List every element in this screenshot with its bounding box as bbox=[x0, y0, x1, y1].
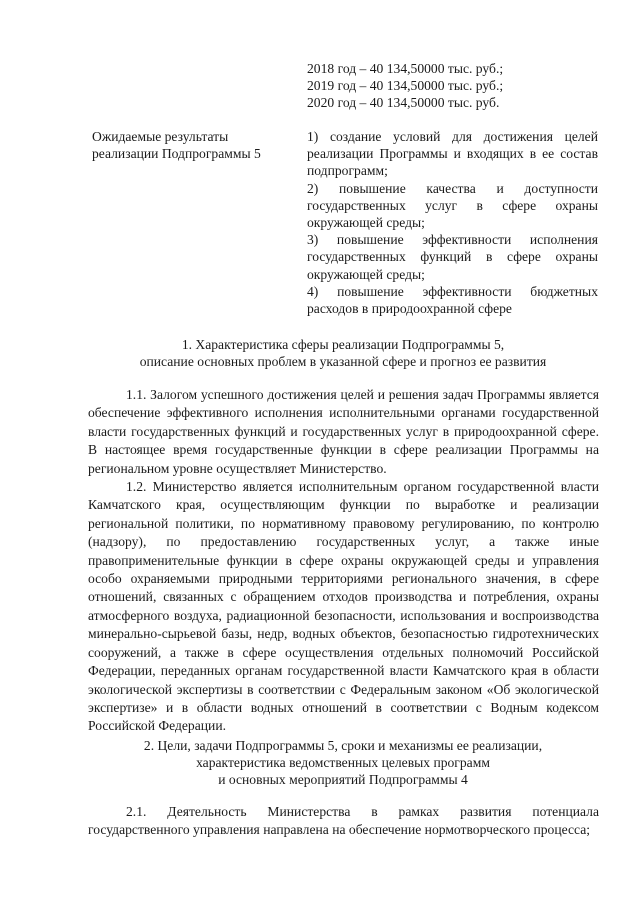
section-2-body bbox=[88, 803, 599, 840]
paragraph-1-2: 1.2. Министерство является исполнительным органом государственной власти Камчатского края, осуществляющим функции по выработке и реализации региональной политики, по нормативному правовому регулированию, по контролю (надзору), по предоставлению государственных услуг, а также иные правоприменительные функции в сфере охраны окружающей среды и управления особо охраняемыми природными территориями регионального значения, в сфере отношений, связанных с обращением отходов производства и потребления, охраны атмосферного воздуха, радиационной безопасности, использования и воспроизводства минерально-сырьевой базы, недр, водных объектов, безопасностью гидротехнических сооружений, а также в сфере осуществления отдельных полномочий Российской Федерации, переданных органам государственной власти Камчатского края в области экологической экспертизы в соответствии с Федеральным законом «Об экологической экспертизе» и в области водных отношений в соответствии с Водным кодексом Российской Федерации. bbox=[88, 479, 599, 734]
expected-result-item-3: 3) повышение эффективности исполнения государственных функций в сфере охраны окружающей среды; bbox=[307, 232, 598, 282]
section-1-heading-line-1: 1. Характеристика сферы реализации Подпрограммы 5, bbox=[181, 337, 505, 352]
expected-results-label: Ожидаемые результаты реализации Подпрограммы 5 bbox=[92, 129, 261, 161]
funding-by-year bbox=[307, 60, 607, 111]
section-1-heading-line-2: описание основных проблем в указанной сфере и прогноз ее развития bbox=[139, 354, 547, 369]
funding-line-2018: 2018 год – 40 134,50000 тыс. руб.; bbox=[307, 61, 504, 76]
section-1-heading bbox=[88, 336, 598, 370]
section-2-heading-line-2: характеристика ведомственных целевых программ bbox=[196, 755, 490, 770]
expected-result-item-4: 4) повышение эффективности бюджетных расходов в природоохранной сфере bbox=[307, 283, 598, 317]
paragraph-2-1: 2.1. Деятельность Министерства в рамках развития потенциала государственного управления направлена на обеспечение нормотворческого процесса; bbox=[88, 804, 599, 838]
section-2-heading-line-3: и основных мероприятий Подпрограммы 4 bbox=[218, 772, 468, 787]
funding-line-2020: 2020 год – 40 134,50000 тыс. руб. bbox=[307, 95, 500, 110]
section-2-heading-line-1: 2. Цели, задачи Подпрограммы 5, сроки и механизмы ее реализации, bbox=[143, 738, 543, 753]
paragraph-1-1: 1.1. Залогом успешного достижения целей и решения задач Программы является обеспечение эффективного исполнения исполнительными органами государственной власти государственных функций и государственных услуг в природоохранной сфере. В настоящее время государственные функции в сфере реализации Программы на региональном уровне осуществляет Министерство. bbox=[88, 387, 599, 476]
expected-results-list bbox=[307, 128, 598, 317]
section-2-heading bbox=[88, 737, 598, 788]
expected-result-item-2: 2) повышение качества и доступности государственных услуг в сфере охраны окружающей среды; bbox=[307, 180, 598, 231]
expected-result-item-1: 1) создание условий для достижения целей реализации Программы и входящих в ее состав подпрограмм; bbox=[307, 129, 598, 179]
section-1-body bbox=[88, 386, 599, 736]
funding-line-2019: 2019 год – 40 134,50000 тыс. руб.; bbox=[307, 78, 504, 93]
